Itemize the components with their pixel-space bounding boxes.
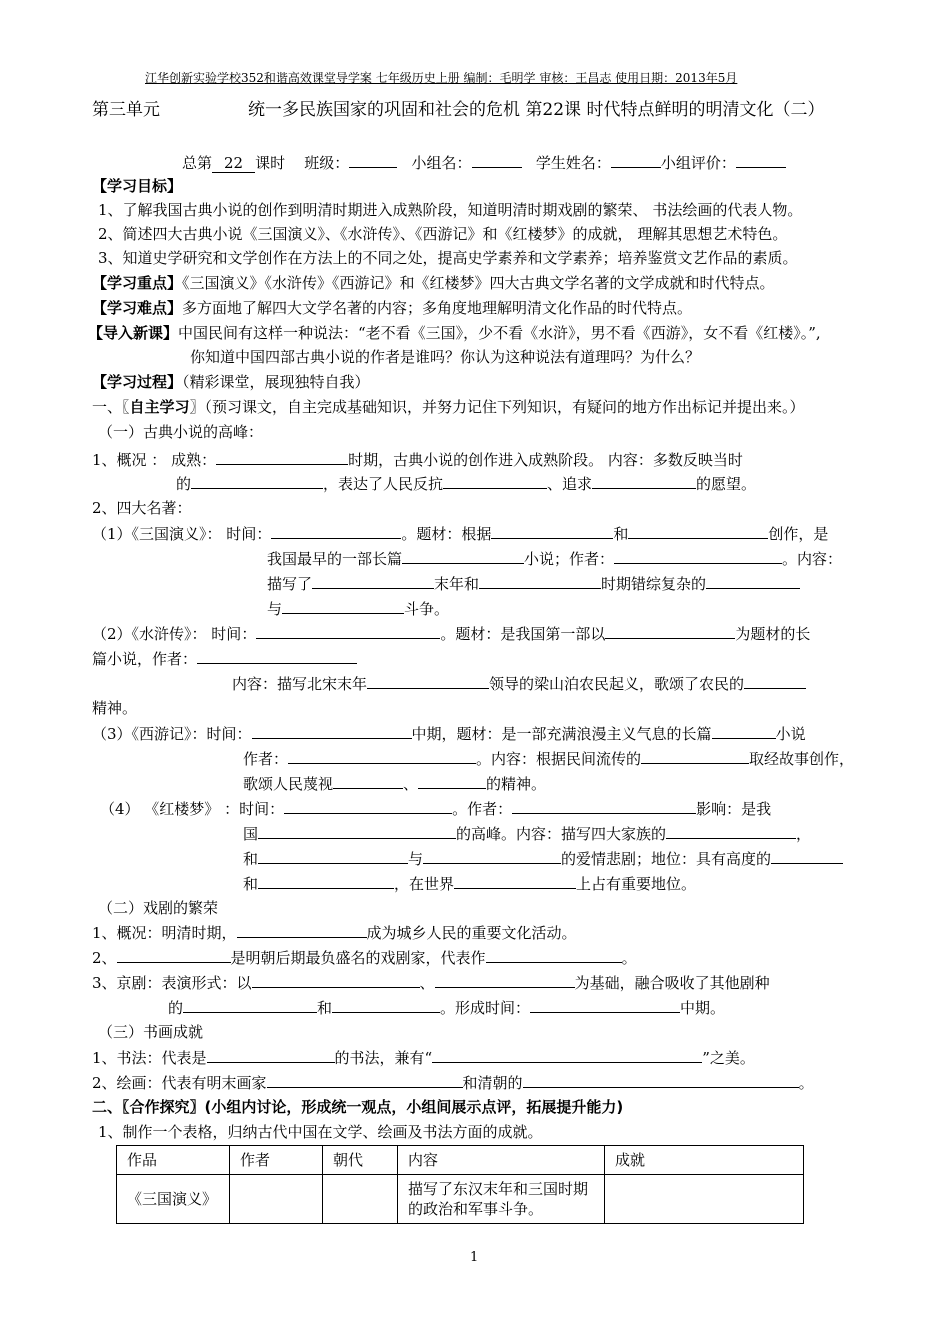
drama-line-4: 的 和 。形成时间： 中期。 [168,999,726,1017]
table-row [117,1175,804,1224]
page-title [92,100,824,120]
blank[interactable] [706,573,800,589]
blank[interactable] [486,947,622,963]
student-info-line: 总第 22 课时 班级： 小组名： 学生姓名： 小组评价： [182,152,786,173]
overview-line-1: 1、概况 ： 成熟： 时期，古典小说的创作进入成熟阶段。 内容：多数反映当时 [92,451,743,469]
blank[interactable] [197,648,357,664]
painting-line: 2、绘画：代表有明末画家 和清朝的 。 [92,1074,814,1092]
blank[interactable] [435,972,575,988]
blank[interactable] [216,449,348,465]
drama-line-1: 1、概况：明清时期， 成为城乡人民的重要文化活动。 [92,924,577,942]
blank[interactable] [512,798,696,814]
calligraphy-line: 1、书法：代表是 的书法，兼有“ ”之美。 [92,1049,755,1067]
section-arts: （三）书画成就 [98,1023,204,1041]
blank[interactable] [282,598,404,614]
xiyou-line-3: 歌颂人民蔑视 、 的精神。 [243,775,547,793]
blank[interactable] [628,523,768,539]
group-blank[interactable] [472,152,522,168]
blank[interactable] [666,823,796,839]
page-number: 1 [470,1250,479,1265]
blank[interactable] [530,997,680,1013]
blank[interactable] [491,523,613,539]
blank[interactable] [332,997,440,1013]
shuihu-line-4: 精神。 [92,699,138,717]
sanguo-line-3: 描写了 末年和 时期错综复杂的 [267,573,800,594]
blank[interactable] [333,773,403,789]
table-cell[interactable] [230,1175,323,1224]
shuihu-line-3: 内容：描写北宋末年 领导的梁山泊农民起义，歌颂了农民的 [232,673,806,694]
drama-line-2: 2、 是明朝后期最负盛名的戏剧家，代表作 。 [92,949,637,967]
table-header-cell: 朝代 [323,1146,398,1175]
honglou-line-3: 和 与 的爱情悲剧；地位：具有高度的 [243,848,843,869]
unit-label: 第三单元 [92,100,160,120]
blank[interactable] [252,723,412,739]
table-cell[interactable] [605,1175,804,1224]
blank[interactable] [771,848,843,864]
process-heading: 【学习过程】（精彩课堂，展现独特自我） [92,373,370,391]
blank[interactable] [183,997,317,1013]
cooperation-question: 1、制作一个表格，归纳古代中国在文学、绘画及书法方面的成就。 [98,1123,543,1141]
group-eval-blank[interactable] [736,152,786,168]
blank[interactable] [592,473,696,489]
blank[interactable] [258,873,394,889]
four-classics-heading: 2、四大名著： [92,499,192,517]
sanguo-line-1: （1）《三国演义》： 时间： 。题材：根据 和 创作，是 [92,525,829,543]
table-header-cell: 作品 [117,1146,230,1175]
blank[interactable] [418,773,486,789]
table-header-cell: 作者 [230,1146,323,1175]
section-novels: （一）古典小说的高峰： [98,423,264,441]
shuihu-line-1: （2）《水浒传》： 时间： 。题材：是我国第一部以 为题材的长 [92,625,811,643]
blank[interactable] [523,1072,799,1088]
lesson-number: 22 [212,154,255,173]
blank[interactable] [207,1047,335,1063]
blank[interactable] [117,947,231,963]
honglou-line-1: （4） 《红楼梦》 ：时间： 。作者： 影响：是我 [100,800,772,818]
blank[interactable] [641,748,749,764]
cooperation-heading: 二、〖合作探究〗(小组内讨论，形成统一观点，小组间展示点评，拓展提升能力) [92,1098,624,1116]
section-drama: （二）戏剧的繁荣 [98,899,219,917]
table-header-cell: 成就 [605,1146,804,1175]
blank[interactable] [267,1072,463,1088]
blank[interactable] [312,573,434,589]
difficulty-points: 【学习难点】多方面地了解四大文学名著的内容；多角度地理解明清文化作品的时代特点。 [92,299,693,317]
overview-line-2: 的 ，表达了人民反抗 、追求 的愿望。 [176,475,757,493]
table-cell: 描写了东汉末年和三国时期的政治和军事斗争。 [398,1175,605,1224]
blank[interactable] [443,473,547,489]
lesson-title: 统一多民族国家的巩固和社会的危机 第22课 时代特点鲜明的明清文化（二） [248,100,825,120]
blank[interactable] [367,673,489,689]
blank[interactable] [256,623,440,639]
class-blank[interactable] [349,152,397,168]
blank[interactable] [454,873,576,889]
goal-item: 1、了解我国古典小说的创作到明清时期进入成熟阶段，知道明清时期戏剧的繁荣、 书法绘画的代表人物。 [98,201,803,219]
blank[interactable] [258,823,456,839]
blank[interactable] [423,848,561,864]
achievements-table [116,1145,804,1224]
xiyou-line-2: 作者： 。内容：根据民间流传的 取经故事创作， [243,750,855,768]
shuihu-line-2: 篇小说，作者： [92,648,357,669]
blank[interactable] [712,723,776,739]
blank[interactable] [744,673,806,689]
blank[interactable] [252,972,420,988]
blank[interactable] [605,623,735,639]
xiyou-line-1: （3）《西游记》：时间： 中期，题材：是一部充满浪漫主义气息的长篇 小说 [92,725,806,743]
sanguo-line-4: 与 斗争。 [267,600,450,618]
blank[interactable] [432,1047,702,1063]
drama-line-3: 3、京剧：表演形式：以 、 为基础，融合吸收了其他剧种 [92,974,770,992]
goal-item: 3、知道史学研究和文学创作在方法上的不同之处，提高史学素养和文学素养；培养鉴赏文艺作品的素质。 [98,249,798,267]
blank[interactable] [237,922,367,938]
blank[interactable] [614,548,782,564]
blank[interactable] [258,848,408,864]
page-header: 江华创新实验学校352和谐高效课堂导学案 七年级历史上册 编制：毛明学 审核：王昌志 使用日期：2013年5月 [145,71,738,85]
table-header-row [117,1146,804,1175]
student-name-blank[interactable] [611,152,661,168]
blank[interactable] [271,523,401,539]
key-points: 【学习重点】《三国演义》《水浒传》《西游记》和《红楼梦》四大古典文学名著的文学成就和时代特点。 [92,274,775,292]
table-cell: 《三国演义》 [117,1175,230,1224]
honglou-line-4: 和 ，在世界 上占有重要地位。 [243,875,697,893]
table-cell[interactable] [323,1175,398,1224]
blank[interactable] [402,548,524,564]
goals-heading: 【学习目标】 [92,177,183,195]
sanguo-line-2: 我国最早的一部长篇 小说；作者： 。内容： [267,550,843,568]
blank[interactable] [479,573,601,589]
honglou-line-2: 国 的高峰。内容：描写四大家族的 ， [243,825,812,843]
goal-item: 2、简述四大古典小说《三国演义》、《水浒传》、《西游记》和《红楼梦》的成就， 理解其思想艺术特色。 [98,225,788,243]
blank[interactable] [284,798,452,814]
blank[interactable] [191,473,323,489]
blank[interactable] [288,748,476,764]
intro-question: 你知道中国四部古典小说的作者是谁吗？你认为这种说法有道理吗？为什么？ [190,348,701,366]
table-header-cell: 内容 [398,1146,605,1175]
intro-line: 【导入新课】中国民间有这样一种说法：“老不看《三国》，少不看《水浒》，男不看《西游》，女不看《红楼》。”, [88,324,821,342]
self-study-heading: 一、〖自主学习〗（预习课文，自主完成基础知识，并努力记住下列知识，有疑问的地方作出标记并提出来。） [92,398,805,416]
